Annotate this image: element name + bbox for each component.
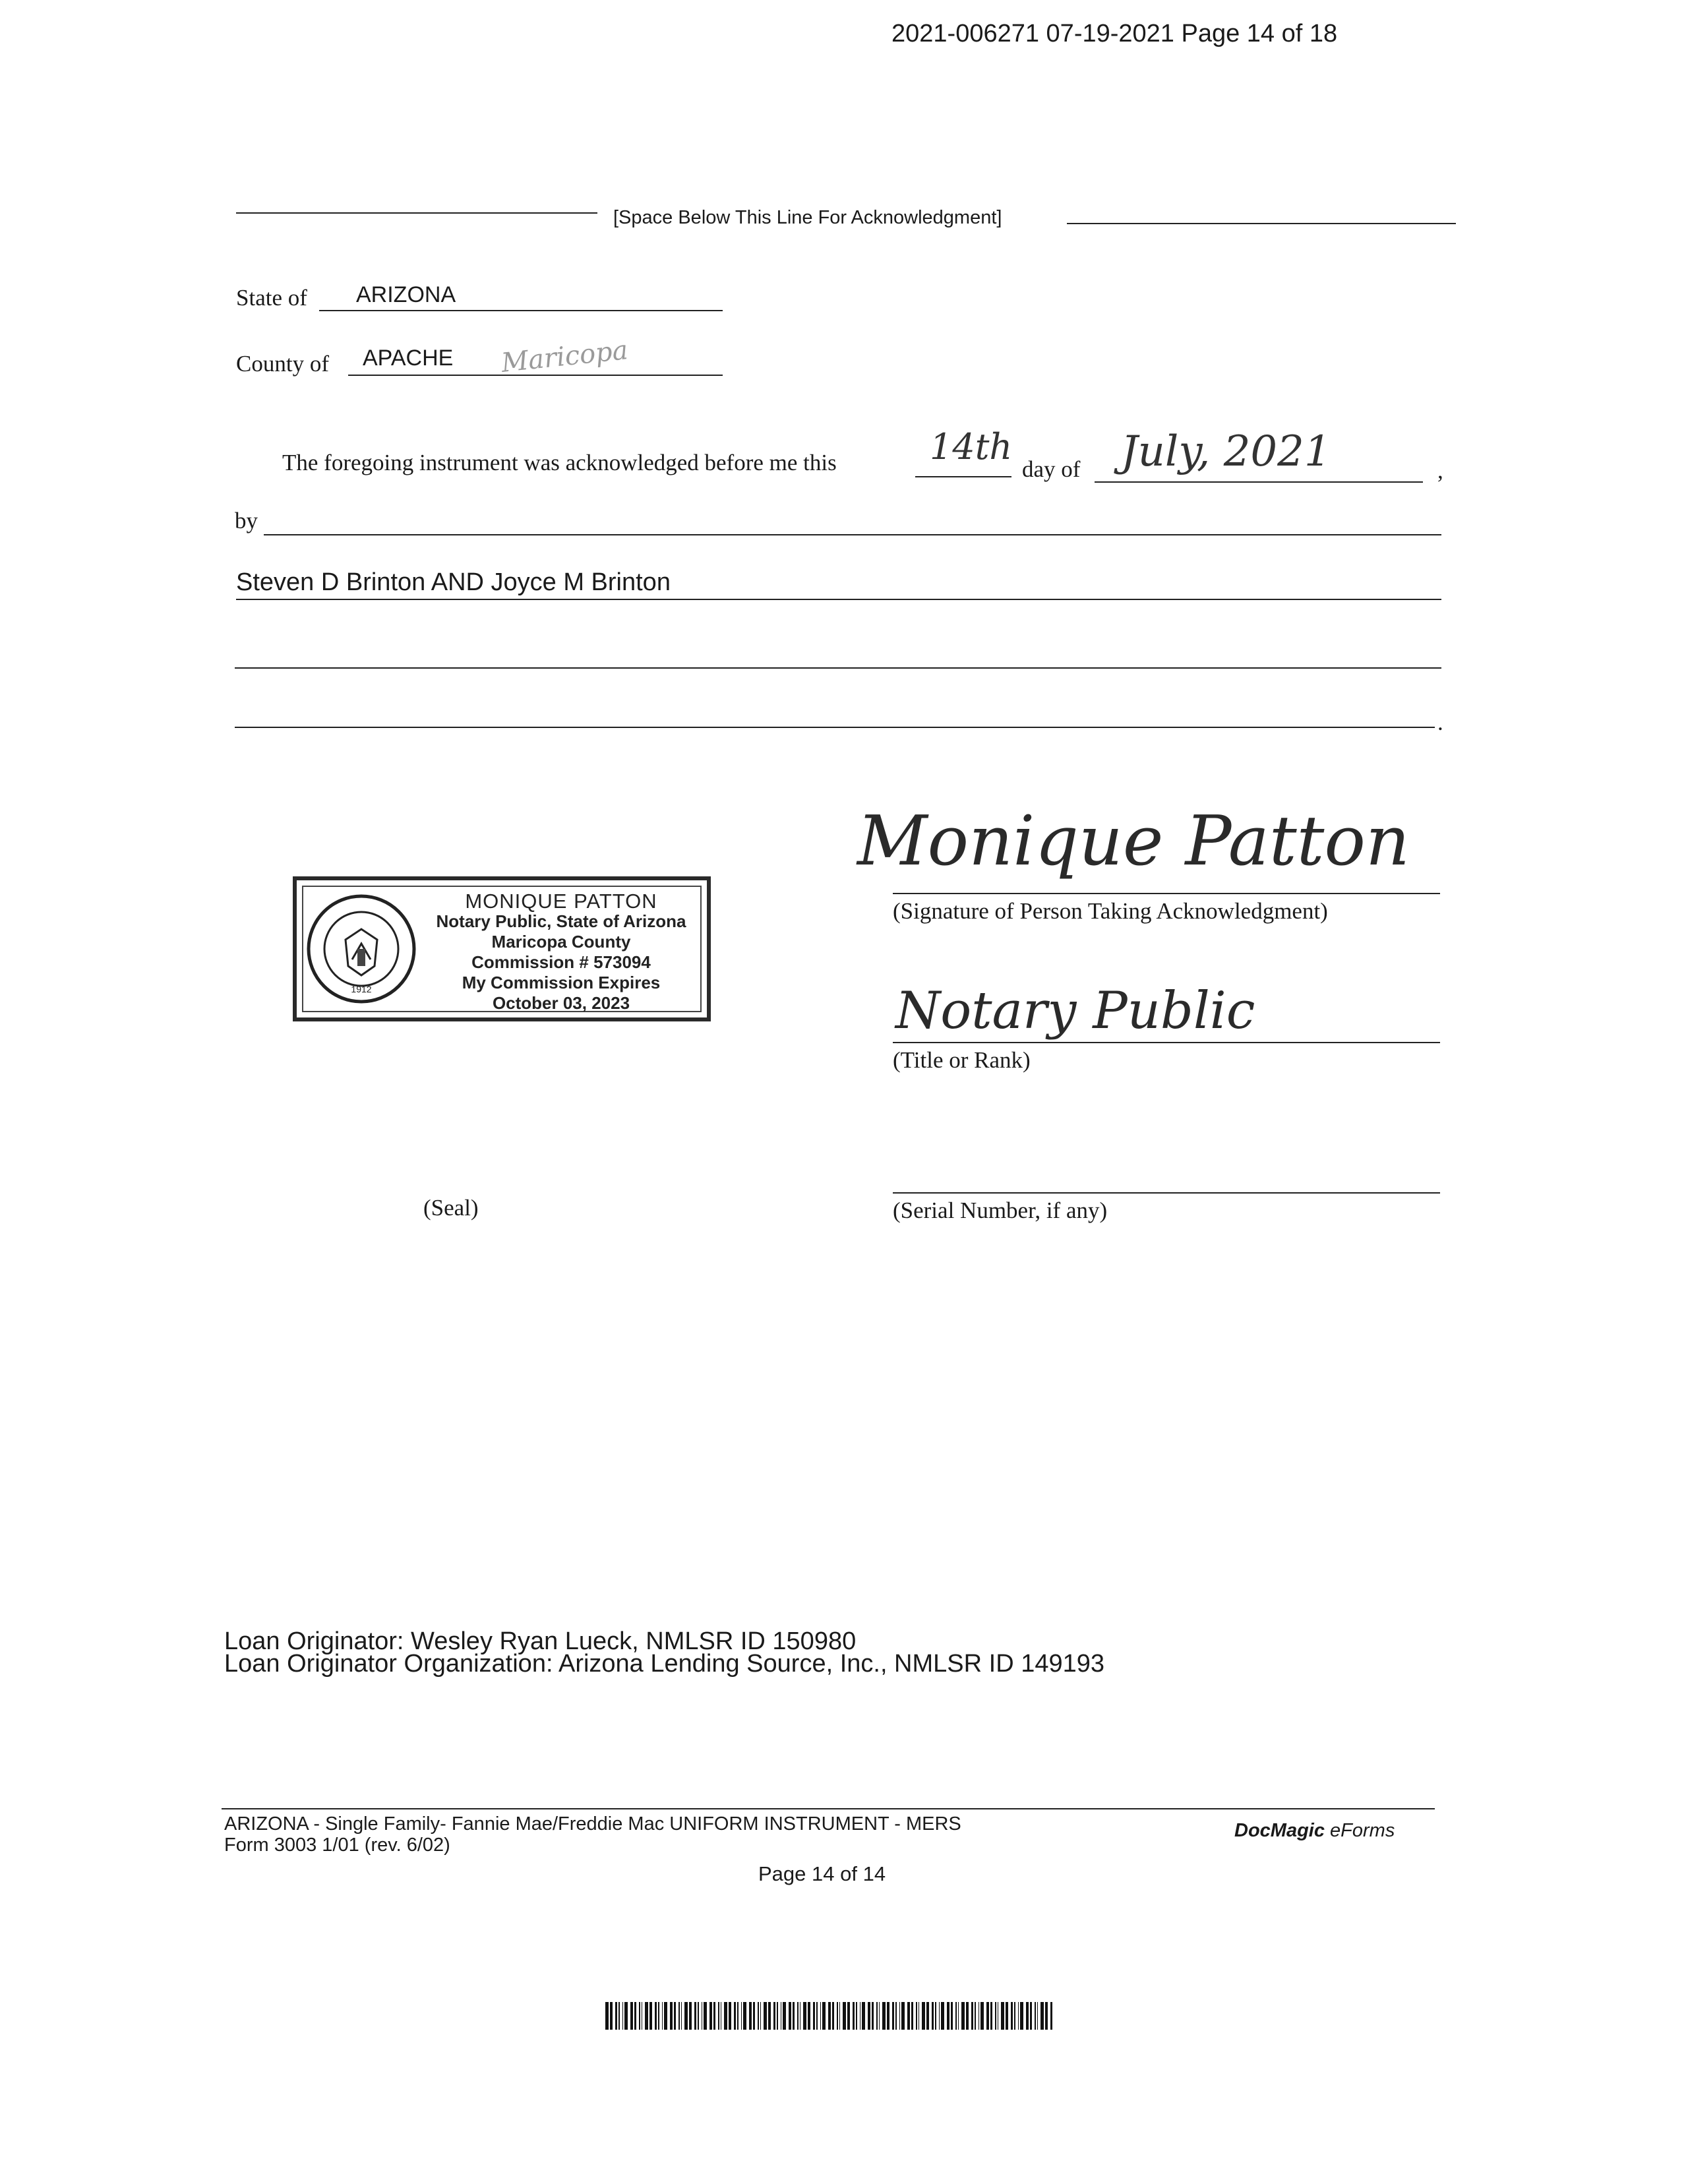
- divider-label: [Space Below This Line For Acknowledgment]: [613, 207, 1002, 228]
- svg-text:1912: 1912: [351, 984, 372, 994]
- serial-underline: [893, 1192, 1440, 1194]
- blank-line-2: [235, 727, 1435, 728]
- loan-originator-organization: Loan Originator Organization: Arizona Lending Source, Inc., NMLSR ID 149193: [224, 1650, 1104, 1678]
- loan-originator: Loan Originator: Wesley Ryan Lueck, NMLSR ID 150980: [224, 1627, 857, 1655]
- state-label: State of: [236, 285, 307, 311]
- day-handwritten: 14th: [930, 426, 1013, 468]
- by-underline: [264, 534, 1441, 535]
- seal-caption: (Seal): [423, 1195, 479, 1221]
- day-of-label: day of: [1022, 456, 1081, 482]
- seal-expires-date: October 03, 2023: [492, 993, 630, 1013]
- signature-underline: [893, 893, 1440, 894]
- brand-prefix: DocMagic: [1234, 1820, 1325, 1841]
- state-underline: [319, 310, 723, 311]
- seal-notary-name: MONIQUE PATTON: [465, 890, 657, 913]
- arizona-state-seal-icon: [306, 894, 417, 1004]
- blank-line-1: [235, 667, 1441, 669]
- footer-page-number: Page 14 of 14: [758, 1862, 886, 1885]
- title-caption: (Title or Rank): [893, 1047, 1031, 1073]
- notary-seal-stamp: [293, 876, 711, 1021]
- title-handwritten: Notary Public: [895, 981, 1255, 1041]
- seal-expires-label: My Commission Expires: [462, 973, 661, 992]
- serial-caption: (Serial Number, if any): [893, 1198, 1108, 1223]
- footer-form-line1: ARIZONA - Single Family- Fannie Mae/Freddie Mac UNIFORM INSTRUMENT - MERS: [224, 1813, 961, 1835]
- foregoing-text: The foregoing instrument was acknowledged before me this: [282, 450, 837, 475]
- seal-commission: Commission # 573094: [471, 952, 651, 972]
- notary-signature: Monique Patton: [857, 801, 1410, 881]
- footer-form-line2: Form 3003 1/01 (rev. 6/02): [224, 1835, 450, 1856]
- divider-left-line: [236, 212, 597, 214]
- state-value: ARIZONA: [356, 282, 456, 307]
- county-handwritten: Maricopa: [500, 335, 630, 379]
- county-value: APACHE: [363, 346, 454, 371]
- docmagic-brand: [1234, 1820, 1395, 1842]
- day-underline: [915, 476, 1011, 477]
- signers-names: Steven D Brinton AND Joyce M Brinton: [236, 568, 671, 596]
- month-underline: [1095, 481, 1423, 483]
- month-year-handwritten: July, 2021: [1121, 427, 1331, 476]
- title-underline: [893, 1042, 1440, 1043]
- divider-right-line: [1067, 223, 1456, 224]
- county-label: County of: [236, 351, 329, 377]
- recording-barcode: [605, 2002, 1054, 2030]
- signers-underline: [236, 599, 1441, 600]
- signature-caption: (Signature of Person Taking Acknowledgment): [893, 898, 1328, 924]
- brand-suffix: eForms: [1330, 1820, 1395, 1841]
- recording-reference: 2021-006271 07-19-2021 Page 14 of 18: [891, 20, 1338, 47]
- seal-title: Notary Public, State of Arizona: [436, 911, 686, 931]
- seal-text-block: [419, 891, 703, 1014]
- seal-county: Maricopa County: [491, 932, 631, 952]
- footer-rule: [222, 1808, 1435, 1809]
- trailing-comma: ,: [1437, 458, 1443, 483]
- end-period: .: [1437, 710, 1443, 735]
- by-label: by: [235, 508, 258, 533]
